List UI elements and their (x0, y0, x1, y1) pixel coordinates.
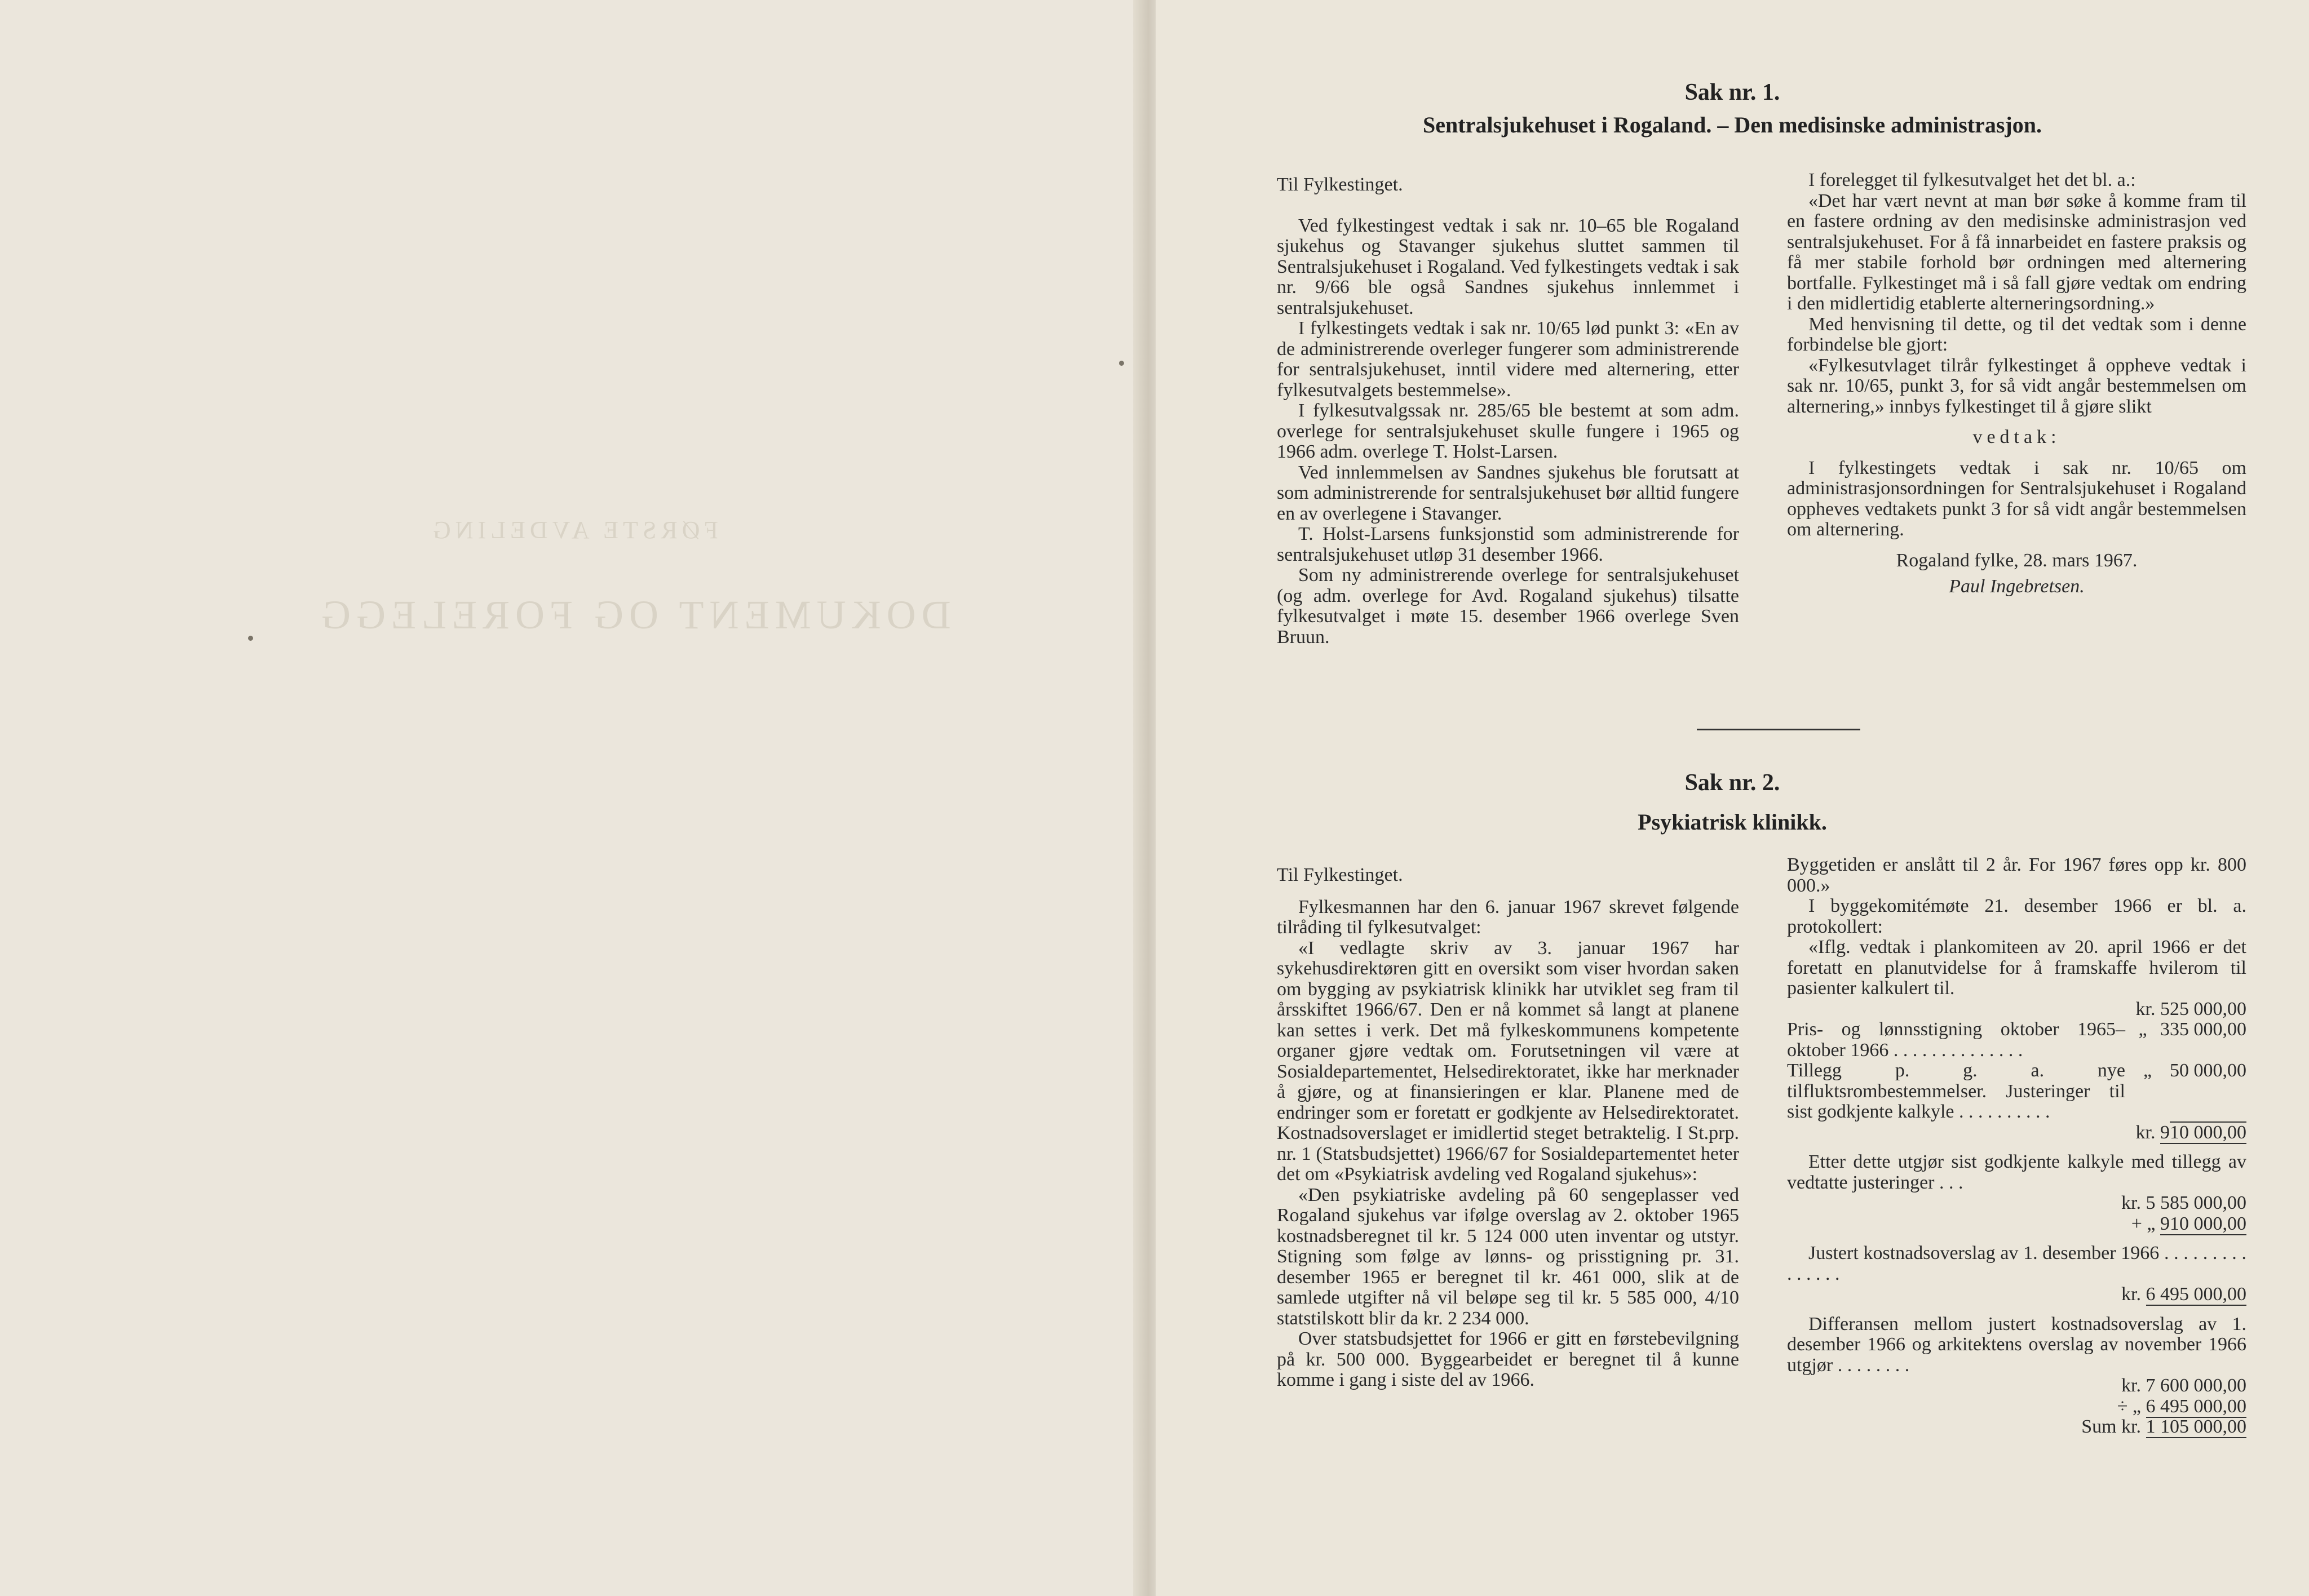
cost-item-amount: 335 000,00 (2160, 1019, 2246, 1040)
paragraph: Justert kostnadsoverslag av 1. desember 1966 . . . . . . . . . . . . . . . (1787, 1243, 2246, 1284)
paragraph: Til Fylkestinget. (1277, 174, 1403, 195)
sak2-right-column (1787, 855, 2246, 1438)
sak1-subtitle: Sentralsjukehuset i Rogaland. – Den medisinske administrasjon. (1423, 112, 2042, 138)
paragraph: Differansen mellom justert kostnadsoverslag av 1. desember 1966 og arkitektens overslag av november 1966 utgjør . . . . . . . . (1787, 1313, 2246, 1376)
paragraph: Som ny administrerende overlege for sentralsjukehuset (og adm. overlege for Avd. Rogaland sjukehus) tilsatte fylkesutvalget i møte 15. desember 1966 overlege Sven Bruun. (1277, 565, 1739, 648)
paragraph: «I vedlagte skriv av 3. januar 1967 har sykehusdirektøren gitt en oversikt som viser hvordan saken om bygging av psykiatrisk klinikk har utviklet seg fram til årsskiftet 1966/67. Den er nå kommet så langt at planene kan settes i verk. Det må fylkeskommunens kompetente organer gjøre vedtak om. Forutsetningen vil være at Sosialdepartementet, Helsedirektoratet, ikke har merknader å gjøre, og at finansieringen er klar. Planene med de endringer som er foretatt er godkjente av Helsedirektoratet. Kostnadsoverslaget er imidlertid steget betraktelig. I St.prp. nr. 1 (Statsbudsjettet) 1966/67 for Sosialdepartementet heter det om «Psykiatrisk avdeling ved Rogaland sjukehus»: (1277, 937, 1739, 1185)
subtotal-line (1787, 1123, 2246, 1143)
amount: 7 600 000,00 (2146, 1375, 2246, 1396)
currency: kr. (2121, 1192, 2141, 1213)
paragraph: Etter dette utgjør sist godkjente kalkyle med tillegg av vedtatte justeringer . . . (1787, 1151, 2246, 1193)
paragraph: Byggetiden er anslått til 2 år. For 1967 føres opp kr. 800 000.» (1787, 854, 2246, 896)
vedtak-label: vedtak: (1972, 427, 2061, 447)
paper-speck (248, 636, 253, 641)
paragraph: «Fylkesutvlaget tilrår fylkestinget å oppheve vedtak i sak nr. 10/65, punkt 3, for så vidt angår bestemmelsen om alternering,» innbys fylkestinget til å gjøre slikt (1787, 354, 2246, 417)
sum-label: Sum (2081, 1416, 2117, 1437)
paragraph: Over statsbudsjettet for 1966 er gitt en førstebevilgning på kr. 500 000. Byggearbeidet er beregnet til å kunne komme i gang i siste del av 1966. (1277, 1328, 1739, 1390)
operator: + (2131, 1213, 2142, 1234)
signature: Paul Ingebretsen. (1949, 576, 2085, 597)
operator: ÷ (2117, 1395, 2128, 1417)
currency: kr. (2121, 1284, 2141, 1305)
paragraph: Fylkesmannen har den 6. januar 1967 skrevet følgende tilråding til fylkesutvalget: (1277, 896, 1739, 938)
right-page (1156, 0, 2309, 1596)
subtotal-amount: 910 000,00 (2160, 1121, 2246, 1143)
amount-line (1787, 1214, 2246, 1235)
paragraph: Med henvisning til dette, og til det vedtak som i denne forbindelse ble gjort: (1787, 313, 2246, 355)
paragraph: I fylkestingets vedtak i sak nr. 10/65 lød punkt 3: «En av de administrerende overleger fungerer som administrerende for sentralsjukehuset, inntil videre med alternering, etter fylkesutvalgets bestemmelse». (1277, 318, 1739, 401)
sak1-left-column (1277, 175, 1739, 648)
paper-speck (1119, 361, 1124, 366)
amount-line (1787, 1193, 2246, 1214)
mirrored-bleed-line1: FØRSTE AVDELING (428, 516, 719, 544)
sak1-title: Sak nr. 1. (1684, 79, 1780, 105)
cost-item (1787, 1061, 2246, 1123)
paragraph: Til Fylkestinget. (1277, 865, 1403, 885)
paragraph: I forelegget til fylkesutvalget het det bl. a.: (1808, 170, 2136, 190)
paragraph: «Iflg. vedtak i plankomiteen av 20. april 1966 er det foretatt en planutvidelse for å framskaffe hvilerom til pasienter kalkulert til. (1787, 937, 2246, 999)
amount: 6 495 000,00 (2146, 1395, 2246, 1417)
cost-item (1787, 1019, 2246, 1061)
left-page (0, 0, 1144, 1596)
amount: 5 585 000,00 (2146, 1192, 2246, 1213)
amount-line (1787, 1397, 2246, 1417)
paragraph: I fylkestingets vedtak i sak nr. 10/65 om administrasjonsordningen for Sentralsjukehuset i Rogaland oppheves vedtakets punkt 3 for så vidt angår bestemmelsen om alternering. (1787, 457, 2246, 540)
amount: 910 000,00 (2160, 1213, 2246, 1234)
paragraph: «Det har vært nevnt at man bør søke å komme fram til en fastere ordning av den medisinske administrasjon ved sentralsjukehuset. For å få innarbeidet en fastere praksis og få mer stabile forhold bør ordningen med alternering bortfalle. Fylkestinget må i så fall gjøre vedtak om endring i den midlertidig etablerte alterneringsordning.» (1787, 190, 2246, 314)
paragraph: Ved innlemmelsen av Sandnes sjukehus ble forutsatt at som administrerende for sentralsjukehuset bør alltid fungere en av overlegene i Stavanger. (1277, 462, 1739, 524)
paragraph: Ved fylkestingest vedtak i sak nr. 10–65 ble Rogaland sjukehus og Stavanger sjukehus sluttet sammen til Sentralsjukehuset i Rogaland. Ved fylkestingets vedtak i sak nr. 9/66 ble også Sandnes sjukehus innlemmet i sentralsjukehuset. (1277, 215, 1739, 318)
mirrored-bleed-line2: DOKUMENT OG FORELEGG (316, 592, 951, 637)
cost-item-label: Pris- og lønnsstigning oktober 1965– oktober 1966 . . . . . . . . . . . . . . (1787, 1019, 2125, 1061)
cost-item-currency: „ (2138, 1019, 2147, 1040)
amount: 6 495 000,00 (2146, 1284, 2246, 1305)
sum-line (1787, 1417, 2246, 1438)
paragraph: «Den psykiatriske avdeling på 60 sengeplasser ved Rogaland sjukehus var ifølge overslag av 2. oktober 1965 kostnadsberegnet til kr. 5 124 000 uten inventar og utstyr. Stigning som følge av lønns- og prisstigning pr. 31. desember 1965 er beregnet til kr. 461 000, slik at de samlede utgifter nå vil beløpe seg til kr. 5 585 000, 4/10 statstilskott blir da kr. 2 234 000. (1277, 1184, 1739, 1329)
subtotal-currency: kr. (2135, 1121, 2156, 1143)
currency: „ (2132, 1395, 2141, 1417)
paragraph: T. Holst-Larsens funksjonstid som administrerende for sentralsjukehuset utløp 31 desember 1966. (1277, 524, 1739, 565)
paragraph: I fylkesutvalgssak nr. 285/65 ble bestemt at som adm. overlege for sentralsjukehuset skulle fungere i 1965 og 1966 adm. overlege T. Holst-Larsen. (1277, 400, 1739, 462)
sum-amount: 1 105 000,00 (2146, 1416, 2246, 1437)
paragraph: I byggekomitémøte 21. desember 1966 er bl. a. protokollert: (1787, 895, 2246, 937)
sak2-subtitle: Psykiatrisk klinikk. (1638, 809, 1827, 835)
amount-line (1787, 1376, 2246, 1397)
sak1-right-column (1787, 170, 2246, 597)
amount: kr. 525 000,00 (2135, 998, 2246, 1019)
currency: kr. (2121, 1375, 2141, 1396)
cost-item-label: Tillegg p. g. a. nye tilfluktsrombestemmelser. Justeringer til sist godkjente kalkyle . . . . . . . . . . (1787, 1060, 2125, 1122)
cost-item-currency: „ (2143, 1060, 2152, 1081)
place-date: Rogaland fylke, 28. mars 1967. (1896, 549, 2138, 571)
sak2-title: Sak nr. 2. (1684, 770, 1780, 796)
currency: kr. (2121, 1416, 2141, 1437)
sak2-left-column (1277, 865, 1739, 1391)
currency: „ (2147, 1213, 2156, 1234)
section-divider (1697, 729, 1860, 730)
amount-line (1787, 1284, 2246, 1305)
cost-item-amount: 50 000,00 (2170, 1061, 2246, 1123)
